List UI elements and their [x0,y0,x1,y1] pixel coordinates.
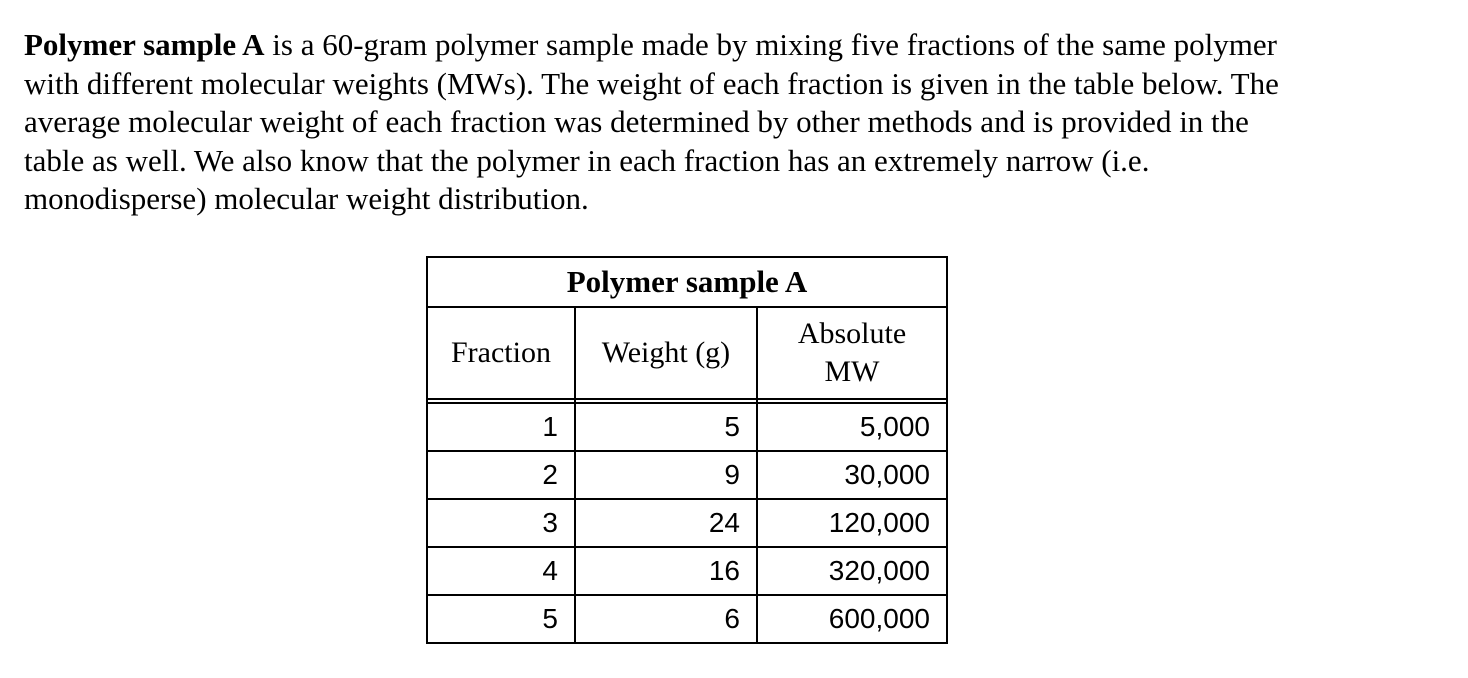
fraction-cell: 3 [427,499,575,547]
sample-name-bold: Polymer sample A [24,27,265,62]
table-row [427,403,947,451]
weight-cell: 16 [575,547,757,595]
table-row [427,451,947,499]
mw-cell: 600,000 [757,595,947,643]
table-row [427,547,947,595]
table-header-row [427,307,947,399]
header-weight: Weight (g) [575,307,757,399]
weight-cell: 9 [575,451,757,499]
table-title-row [427,257,947,307]
fraction-cell: 5 [427,595,575,643]
table-title: Polymer sample A [427,257,947,307]
problem-statement [24,26,1444,219]
polymer-sample-table [426,256,948,644]
weight-cell: 24 [575,499,757,547]
mw-cell: 120,000 [757,499,947,547]
mw-cell: 30,000 [757,451,947,499]
header-mw-line-2: MW [824,355,880,388]
paragraph-line-5: monodisperse) molecular weight distribution. [24,181,589,216]
paragraph-line-3: average molecular weight of each fraction was determined by other methods and is provided in the [24,104,1249,139]
paragraph-line-1 [24,26,1444,65]
mw-cell: 5,000 [757,403,947,451]
fraction-cell: 2 [427,451,575,499]
header-mw-line-1: Absolute [797,317,907,350]
paragraph-line-4: table as well. We also know that the polymer in each fraction has an extremely narrow (i.e. [24,142,1150,178]
header-absolute-mw [757,307,947,399]
weight-cell: 6 [575,595,757,643]
paragraph-line-1-text: is a 60-gram polymer sample made by mixing five fractions of the same polymer [264,27,1277,62]
paragraph-line-2: with different molecular weights (MWs). The weight of each fraction is given in the table below. The [24,65,1279,101]
fraction-cell: 1 [427,403,575,451]
table-row [427,499,947,547]
weight-cell: 5 [575,403,757,451]
header-fraction: Fraction [427,307,575,399]
mw-cell: 320,000 [757,547,947,595]
fraction-cell: 4 [427,547,575,595]
table-row [427,595,947,643]
